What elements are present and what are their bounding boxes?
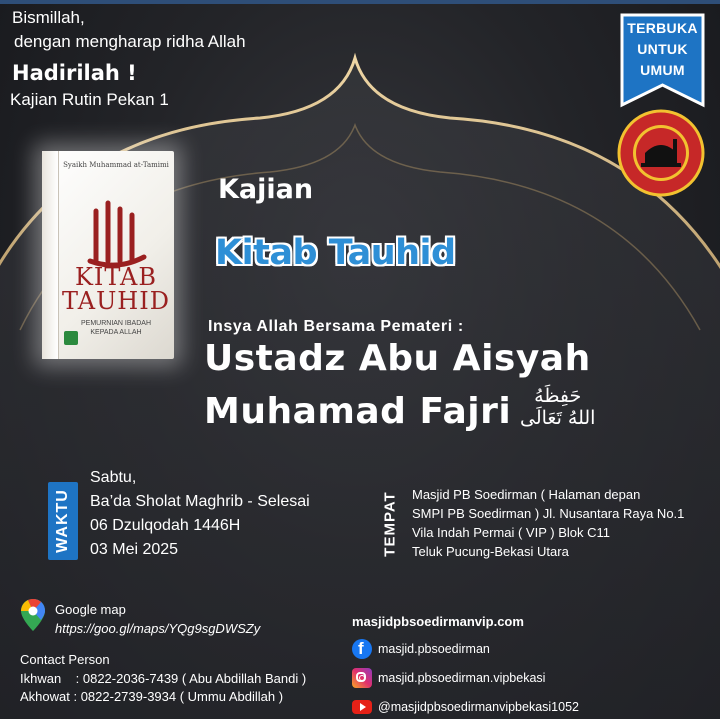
google-map-block (55, 600, 260, 638)
waktu-day: Sabtu, (90, 469, 137, 486)
tempat-label-tag (378, 488, 402, 560)
intro-line-2: dengan mengharap ridha Allah (14, 32, 246, 51)
youtube-icon (352, 700, 372, 714)
waktu-label: WAKTU (54, 489, 71, 553)
kajian-rutin-label: Kajian Rutin Pekan 1 (10, 90, 169, 109)
tempat-line-1: Masjid PB Soedirman ( Halaman depan (412, 487, 641, 502)
instagram-icon (352, 668, 372, 688)
speaker-intro: Insya Allah Bersama Pemateri : (208, 318, 464, 335)
book-title-line-1: KITAB (74, 263, 158, 291)
honorific-line-1: حَفِظَهُ (534, 385, 582, 407)
tempat-line-2: SMPI PB Soedirman ) Jl. Nusantara Raya No.1 (412, 506, 685, 521)
kitab-tauhid-title: Kitab Tauhid (215, 233, 456, 273)
contact-heading: Contact Person (20, 652, 110, 667)
instagram-handle: masjid.pbsoedirman.vipbekasi (378, 671, 546, 685)
instagram-row[interactable] (352, 666, 579, 690)
book-subtitle-line-1: PEMURNIAN IBADAH (80, 320, 151, 327)
google-maps-pin-icon (20, 598, 46, 632)
contact-ikhwan: Ikhwan : 0822-2036-7439 ( Abu Abdillah Bandi ) (20, 670, 307, 686)
kajian-heading: Kajian (218, 174, 314, 205)
hadirilah-heading: Hadirilah ! (12, 61, 137, 85)
book-title-line-2: TAUHID (62, 287, 170, 315)
waktu-hijri-date: 06 Dzulqodah 1446H (90, 517, 241, 534)
tempat-details (412, 485, 684, 561)
waktu-date: 03 Mei 2025 (90, 541, 179, 558)
badge-line-1: TERBUKA (627, 20, 698, 36)
contact-person-block (20, 651, 306, 707)
contact-akhowat: Akhowat : 0822-2739-3934 ( Ummu Abdillah ) (20, 689, 284, 704)
book-title (60, 265, 172, 313)
mosque-logo-seal (617, 109, 705, 197)
book-author: Syaikh Muhammad at-Tamimi (63, 161, 169, 169)
kitab-tauhid-book-cover (42, 151, 174, 359)
youtube-row[interactable] (352, 695, 579, 719)
arabic-honorific (520, 385, 595, 429)
tempat-line-3: Vila Indah Permai ( VIP ) Blok C11 (412, 525, 610, 540)
publisher-logo-icon (64, 331, 78, 345)
youtube-handle: @masjidpbsoedirmanvipbekasi1052 (378, 700, 579, 714)
speaker-name-line-2: Muhamad Fajri (204, 391, 512, 432)
speaker-name-line-1: Ustadz Abu Aisyah (204, 338, 591, 379)
honorific-line-2: اللهُ تَعَالَى (520, 407, 596, 429)
facebook-handle: masjid.pbsoedirman (378, 642, 490, 656)
badge-line-2: UNTUK (637, 41, 688, 57)
facebook-row[interactable] (352, 637, 579, 661)
arabic-calligraphy-icon (82, 191, 152, 271)
waktu-time: Ba’da Sholat Maghrib - Selesai (90, 493, 310, 510)
tempat-label: TEMPAT (381, 491, 399, 557)
badge-text (620, 18, 705, 81)
badge-line-3: UMUM (640, 62, 685, 78)
website-link[interactable]: masjidpbsoedirmanvip.com (352, 614, 524, 629)
book-spine (42, 151, 59, 359)
google-map-link[interactable]: https://goo.gl/maps/YQg9sgDWSZy (55, 621, 261, 636)
book-subtitle-line-2: KEPADA ALLAH (90, 329, 142, 336)
intro-block (12, 6, 246, 112)
facebook-icon (352, 639, 372, 659)
intro-line-1: Bismillah, (12, 8, 85, 27)
waktu-details (90, 466, 310, 562)
waktu-label-tag (48, 482, 78, 560)
social-media-list (352, 637, 579, 719)
google-map-label: Google map (55, 602, 126, 617)
tempat-line-4: Teluk Pucung-Bekasi Utara (412, 544, 569, 559)
